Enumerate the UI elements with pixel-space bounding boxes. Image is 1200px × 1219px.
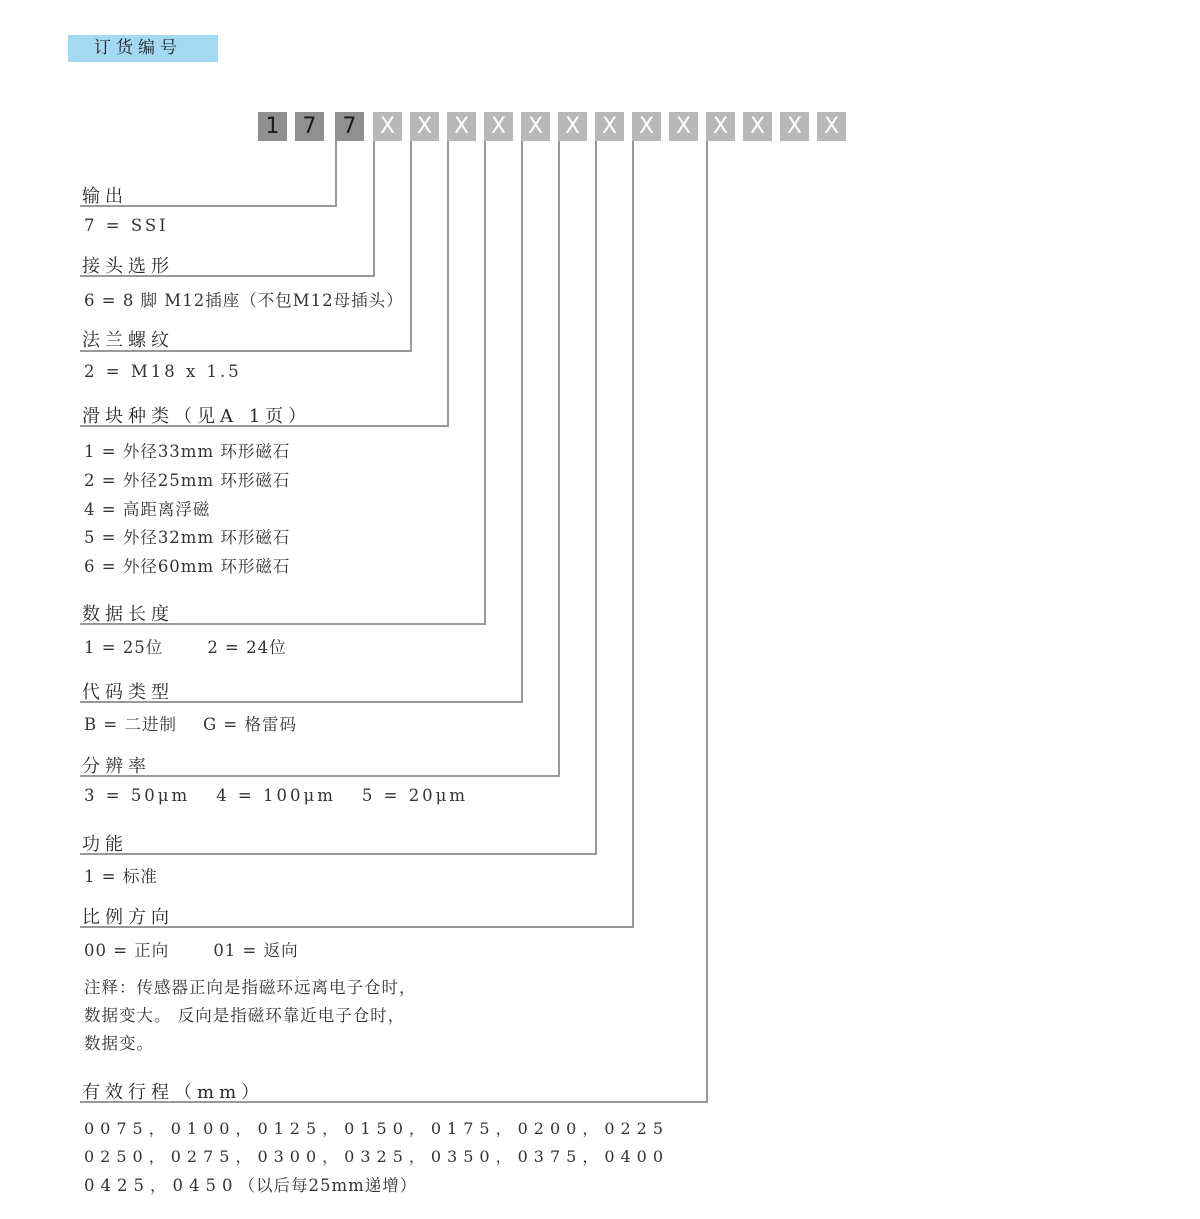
option-flange-thread-1: 2 = M18 x 1.5	[84, 362, 242, 381]
code-box-16: X	[817, 112, 846, 141]
code-box-15: X	[780, 112, 809, 141]
option-resolution-2: 4 = 100μm	[216, 786, 336, 805]
leader-resolution-v	[558, 141, 560, 777]
code-box-12: X	[669, 112, 698, 141]
option-data-length-2: 2 = 24位	[207, 638, 287, 657]
code-box-2: 7	[295, 112, 324, 141]
direction-note-line-1: 注释：传感器正向是指磁环远离电子仓时，	[84, 978, 417, 997]
code-box-3: 7	[335, 112, 364, 141]
code-box-11: X	[632, 112, 661, 141]
leader-resolution-h	[80, 775, 560, 777]
code-box-9: X	[558, 112, 587, 141]
option-slider-type-2: 2 = 外径25mm 环形磁石	[84, 471, 291, 490]
section-label-data-length: 数据长度	[82, 604, 174, 625]
code-box-8: X	[521, 112, 550, 141]
option-slider-type-3: 4 = 高距离浮磁	[84, 500, 211, 519]
leader-code-type-v	[521, 141, 523, 703]
stroke-values-tail: 0425，0450	[84, 1176, 239, 1195]
option-output-1: 7 = SSI	[84, 216, 169, 235]
option-slider-type-1: 1 = 外径33mm 环形磁石	[84, 442, 291, 461]
option-code-type-2: G = 格雷码	[202, 715, 297, 734]
direction-note-line-3: 数据变。	[84, 1034, 154, 1053]
option-resolution-1: 3 = 50μm	[84, 786, 191, 805]
code-box-4: X	[373, 112, 402, 141]
stroke-values-line-3	[84, 1172, 417, 1196]
option-data-length-1: 1 = 25位	[84, 638, 164, 657]
leader-output-v	[335, 141, 337, 207]
leader-stroke-v	[706, 141, 708, 1103]
code-box-5: X	[410, 112, 439, 141]
page-title: 订货编号	[68, 35, 218, 62]
code-box-1: 1	[258, 112, 287, 141]
section-label-stroke: 有效行程（mm）	[82, 1082, 265, 1103]
option-function-1: 1 = 标准	[84, 867, 158, 886]
direction-options	[84, 937, 299, 961]
option-code-type-1: B = 二进制	[84, 715, 177, 734]
leader-function-h	[80, 853, 597, 855]
leader-connector-v	[373, 141, 375, 277]
section-label-code-type: 代码类型	[82, 682, 174, 703]
option-direction-2: 01 = 返向	[213, 941, 299, 960]
direction-note-line-2: 数据变大。 反向是指磁环靠近电子仓时，	[84, 1006, 406, 1025]
stroke-increment-note: （以后每25mm递增）	[238, 1176, 418, 1195]
code-type-options	[84, 711, 297, 735]
resolution-options	[84, 786, 468, 805]
data-length-options	[84, 634, 287, 658]
leader-direction-v	[632, 141, 634, 928]
section-label-slider-type: 滑块种类（见A 1页）	[82, 406, 312, 427]
code-box-7: X	[484, 112, 513, 141]
section-label-flange-thread: 法兰螺纹	[82, 330, 174, 351]
section-label-function: 功能	[82, 834, 128, 855]
section-label-output: 输出	[82, 186, 128, 207]
leader-data-length-v	[484, 141, 486, 625]
option-resolution-3: 5 = 20μm	[361, 786, 469, 805]
section-label-resolution: 分辨率	[82, 756, 151, 777]
stroke-values-line-2: 0250，0275，0300，0325，0350，0375，0400	[84, 1147, 670, 1166]
leader-function-v	[595, 141, 597, 855]
option-slider-type-5: 6 = 外径60mm 环形磁石	[84, 557, 291, 576]
stroke-values-line-1: 0075，0100，0125，0150，0175，0200，0225	[84, 1119, 670, 1138]
code-box-14: X	[743, 112, 772, 141]
code-box-6: X	[447, 112, 476, 141]
leader-slider-v	[447, 141, 449, 427]
leader-flange-v	[410, 141, 412, 352]
section-label-connector: 接头选形	[82, 256, 174, 277]
option-slider-type-4: 5 = 外径32mm 环形磁石	[84, 528, 291, 547]
option-connector-1: 6 = 8 脚 M12插座（不包M12母插头）	[84, 291, 404, 310]
section-label-direction: 比例方向	[82, 907, 174, 928]
code-box-10: X	[595, 112, 624, 141]
option-direction-1: 00 = 正向	[84, 941, 170, 960]
code-box-13: X	[706, 112, 735, 141]
